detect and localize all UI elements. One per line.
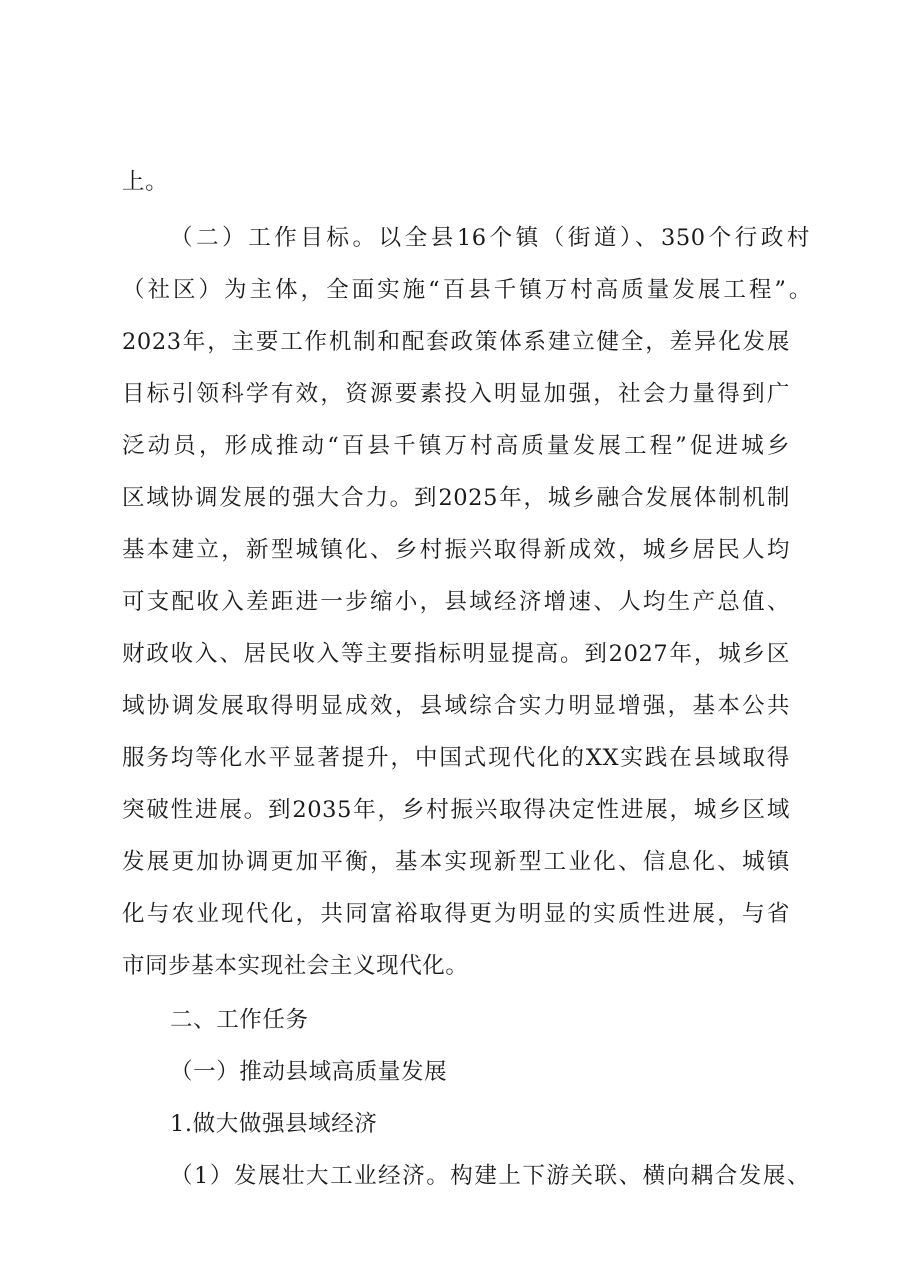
item-heading: 1.做大做强县域经济 <box>170 1111 378 1137</box>
paragraph-line: 市同步基本实现社会主义现代化。 <box>122 953 469 979</box>
paragraph-line: 可支配收入差距进一步缩小，县域经济增速、人均生产总值、 <box>122 589 790 615</box>
paragraph-line: 目标引领科学有效，资源要素投入明显加强，社会力量得到广 <box>122 381 790 407</box>
paragraph-line: （1）发展壮大工业经济。构建上下游关联、横向耦合发展、 <box>170 1163 810 1189</box>
section-heading-tasks: 二、工作任务 <box>170 1007 309 1033</box>
paragraph-line: 泛动员，形成推动“百县千镇万村高质量发展工程”促进城乡 <box>122 433 790 459</box>
paragraph-line: 基本建立，新型城镇化、乡村振兴取得新成效，城乡居民人均 <box>122 537 790 563</box>
paragraph-line: 上。 <box>122 169 169 195</box>
paragraph-line: 服务均等化水平显著提升，中国式现代化的XX实践在县域取得 <box>122 745 790 771</box>
section-goal-heading-line: （二）工作目标。以全县16个镇（街道）、350个行政村 <box>170 225 810 251</box>
paragraph-line: 突破性进展。到2035年，乡村振兴取得决定性进展，城乡区域 <box>122 797 790 823</box>
paragraph-line: （社区）为主体，全面实施“百县千镇万村高质量发展工程”。 <box>122 277 812 303</box>
paragraph-line: 化与农业现代化，共同富裕取得更为明显的实质性进展，与省 <box>122 901 790 927</box>
subsection-heading: （一）推动县域高质量发展 <box>170 1059 448 1085</box>
paragraph-line: 财政收入、居民收入等主要指标明显提高。到2027年，城乡区 <box>122 641 790 667</box>
paragraph-line: 2023年，主要工作机制和配套政策体系建立健全，差异化发展 <box>122 329 790 355</box>
paragraph-line: 发展更加协调更加平衡，基本实现新型工业化、信息化、城镇 <box>122 849 790 875</box>
paragraph-line: 域协调发展取得明显成效，县域综合实力明显增强，基本公共 <box>122 693 790 719</box>
paragraph-line: 区域协调发展的强大合力。到2025年，城乡融合发展体制机制 <box>122 485 790 511</box>
